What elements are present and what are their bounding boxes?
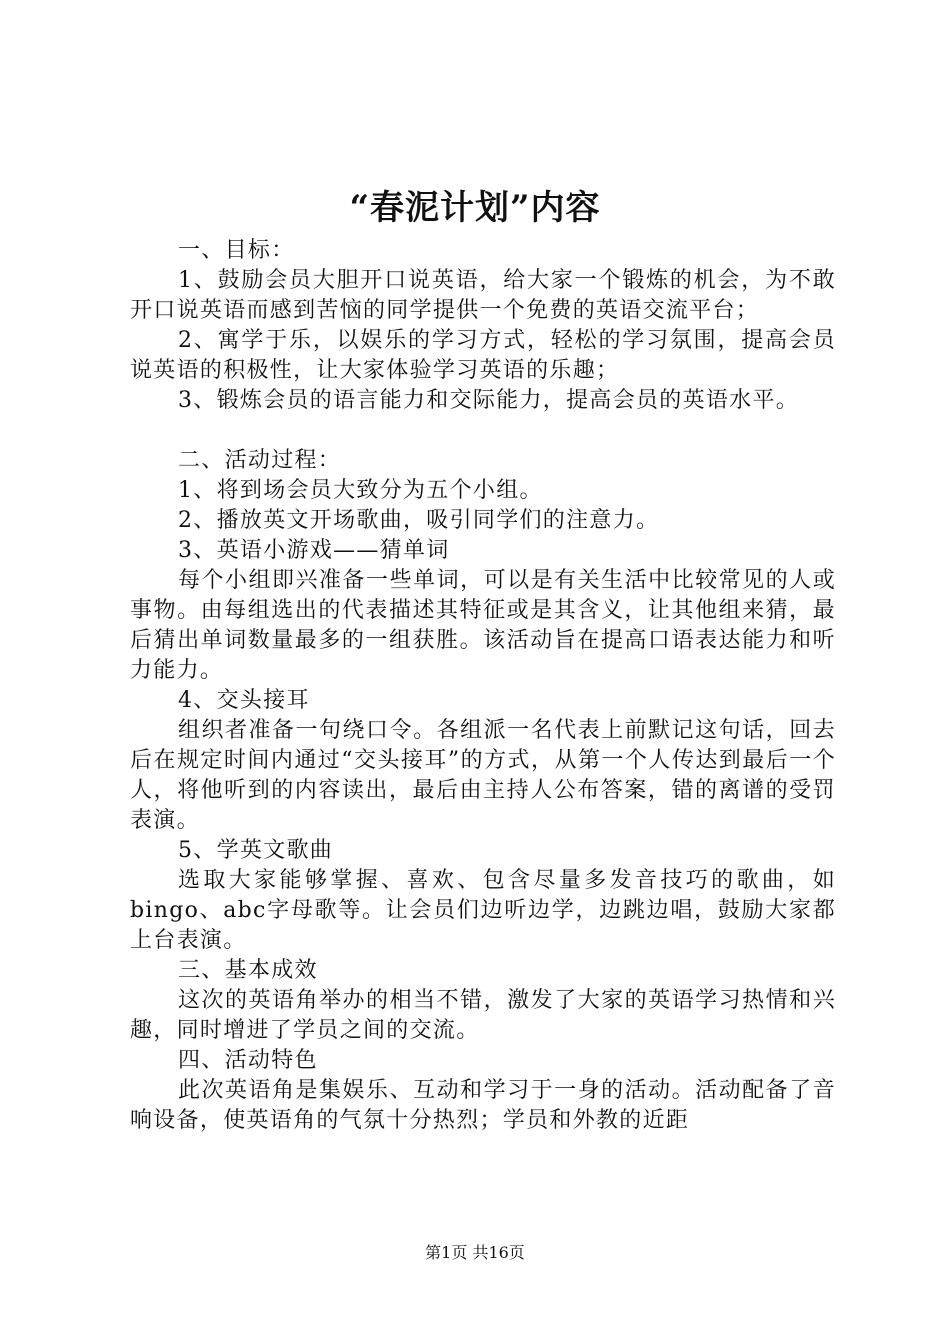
document-title: “春泥计划”内容 — [349, 188, 601, 228]
section-heading-goals: 一、目标： — [178, 238, 295, 263]
page-footer: 第1页 共16页 — [425, 1243, 525, 1262]
paragraph-spacer — [130, 416, 836, 446]
goal-item-2: 2、寓学于乐，以娱乐的学习方式，轻松的学习氛围，提高会员说英语的积极性，让大家体验学习英语的乐趣； — [130, 328, 836, 383]
process-item-3-body: 每个小组即兴准备一些单词，可以是有关生活中比较常见的人或事物。由每组选出的代表描述其特征或是其含义，让其他组来猜，最后猜出单词数量最多的一组获胜。该活动旨在提高口语表达能力和听力能力。 — [130, 568, 836, 683]
process-item-5-heading: 5、学英文歌曲 — [178, 838, 334, 863]
section-heading-results: 三、基本成效 — [178, 958, 318, 983]
process-item-4-heading: 4、交头接耳 — [178, 688, 310, 713]
section-heading-process: 二、活动过程： — [178, 448, 342, 473]
features-body: 此次英语角是集娱乐、互动和学习于一身的活动。活动配备了音响设备，使英语角的气氛十分热烈；学员和外教的近距 — [130, 1078, 836, 1133]
document-body — [130, 236, 836, 1136]
goal-item-3: 3、锻炼会员的语言能力和交际能力，提高会员的英语水平。 — [178, 388, 800, 413]
process-item-4-body: 组织者准备一句绕口令。各组派一名代表上前默记这句话，回去后在规定时间内通过“交头接耳”的方式，从第一个人传达到最后一个人，将他听到的内容读出，最后由主持人公布答案，错的离谱的受罚表演。 — [130, 718, 836, 833]
process-item-2: 2、播放英文开场歌曲，吸引同学们的注意力。 — [178, 508, 660, 533]
goal-item-1: 1、鼓励会员大胆开口说英语，给大家一个锻炼的机会，为不敢开口说英语而感到苦恼的同学提供一个免费的英语交流平台； — [130, 268, 836, 323]
section-heading-features: 四、活动特色 — [178, 1048, 318, 1073]
process-item-5-body: 选取大家能够掌握、喜欢、包含尽量多发音技巧的歌曲，如bingo、abc字母歌等。让会员们边听边学，边跳边唱，鼓励大家都上台表演。 — [130, 868, 836, 953]
results-body: 这次的英语角举办的相当不错，激发了大家的英语学习热情和兴趣，同时增进了学员之间的交流。 — [130, 988, 836, 1043]
process-item-1: 1、将到场会员大致分为五个小组。 — [178, 478, 543, 503]
process-item-3-heading: 3、英语小游戏——猜单词 — [178, 538, 450, 563]
